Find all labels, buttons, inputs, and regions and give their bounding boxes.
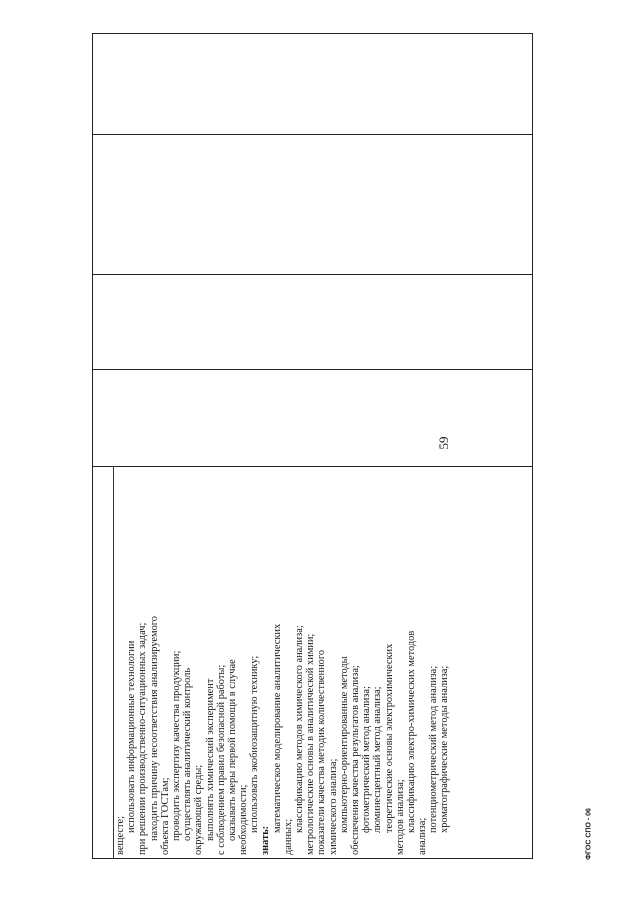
text-line: с соблюдением правил безопасной работы;: [215, 664, 227, 855]
text-line: химического анализа;: [327, 758, 339, 855]
page-number: 59: [436, 436, 451, 450]
text-line: хроматографические методы анализа;: [439, 665, 451, 833]
text-line: вещесте;: [115, 816, 126, 855]
text-line: выполнять химический эксперимент: [204, 678, 216, 841]
text-line: знать:: [260, 825, 272, 855]
cell-text: [115, 467, 531, 855]
text-line: проводить экспертизу качества продукции;: [170, 650, 182, 841]
text-line: при решении производственно-ситуационных задач;: [137, 622, 149, 855]
text-line: использовать информационные технологии: [126, 640, 138, 833]
text-line: метрологические основы в аналитической химии;: [305, 633, 317, 855]
table-cell-content: [115, 467, 531, 855]
table-row-divider: [93, 369, 532, 370]
text-line: фотометрический метод анализа;: [361, 686, 373, 833]
text-line: осуществлять аналитический контроль: [182, 667, 194, 841]
text-line: данных;: [282, 818, 294, 855]
text-line: анализа;: [417, 817, 429, 855]
text-line: теоретические основы электрохимических: [383, 643, 395, 833]
text-line: объекта ГОСТам;: [159, 777, 171, 855]
text-line: показатели качества методик количественного: [316, 649, 328, 855]
text-line: математическое моделирование аналитических: [271, 623, 283, 833]
text-line: люминесцентный метод анализа;: [372, 686, 384, 833]
table-row-divider: [93, 134, 532, 135]
text-line: оказывать меры первой помощи в случае: [226, 659, 238, 841]
text-line: компьютерно-ориентированные методы: [338, 656, 350, 833]
text-line: классификацию электро-химических методов: [405, 630, 417, 833]
text-line: окружающей среды;: [193, 764, 205, 855]
text-line: методов анализа;: [394, 779, 406, 855]
text-line: находить причину несоответствия анализируемого: [148, 616, 160, 841]
text-line: обеспечения качества результатов анализа;: [349, 665, 361, 855]
table-column-divider: [113, 466, 114, 858]
text-line: классификацию методов химического анализа;: [294, 625, 305, 833]
footer-label: ФГОС СПО - 06: [585, 808, 593, 860]
text-line: потенциометрический метод анализа;: [428, 665, 440, 833]
table-row-divider: [93, 274, 532, 275]
text-line: использовать экобиозащитную технику;: [249, 655, 261, 833]
text-line: необходимости;: [238, 784, 250, 855]
